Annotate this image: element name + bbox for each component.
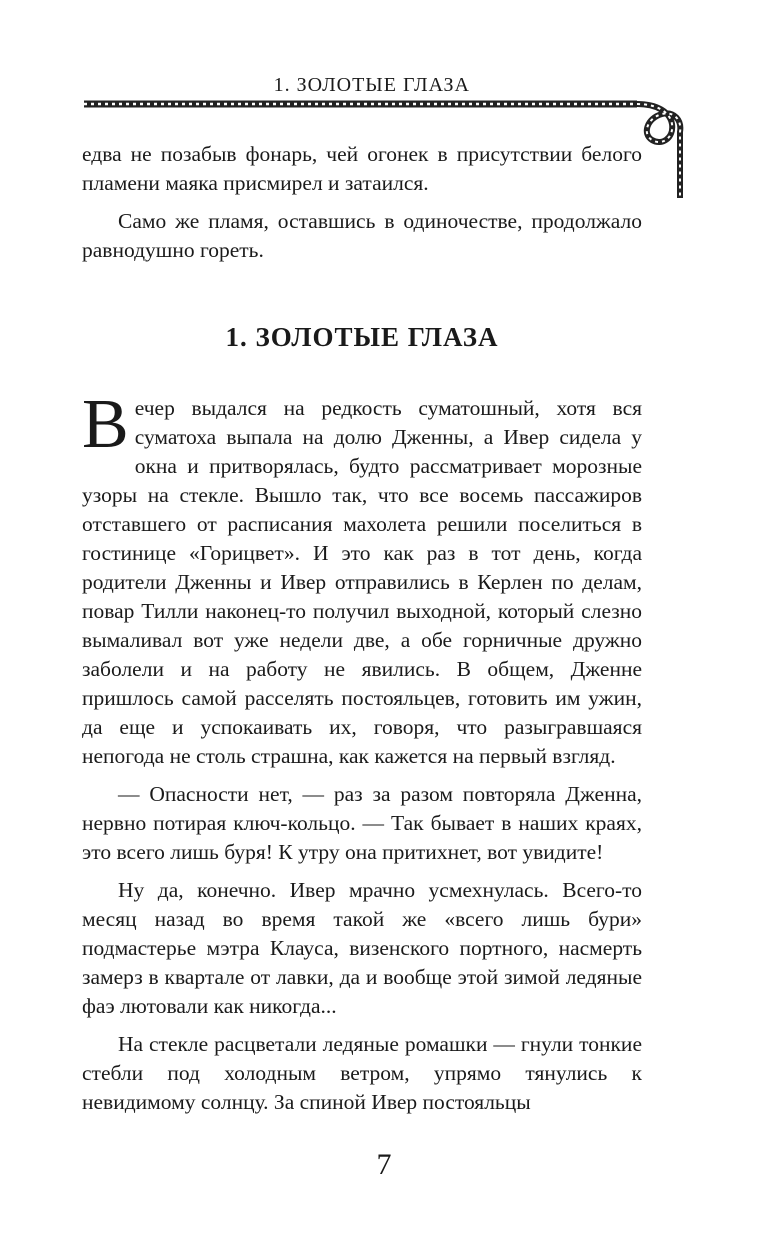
chapter-paragraph: Ну да, конечно. Ивер мрачно усмехнулась. Всего-то месяц назад во время такой же «всего лишь бури» подмастерье мэтра Клауса, визенского портного, насмерть замерз в квартале от лавки, да и вообще этой зимой ледяные фаэ лютовали как никогда... [82,878,642,1018]
chapter-paragraph: — Опасности нет, — раз за разом повторяла Дженна, нервно потирая ключ-кольцо. — Так бывает в наших краях, это всего лишь буря! К утру она притихнет, вот увидите! [82,782,642,864]
chapter-title: 1. ЗОЛОТЫЕ ГЛАЗА [225,322,499,352]
intro-text [82,140,642,265]
chapter-paragraph-text: ечер выдался на редкость суматошный, хотя вся суматоха выпала на долю Дженны, а Ивер сидела у окна и притворялась, будто рассматривает морозные узоры на стекле. Вышло так, что все восемь пассажиров отставшего от расписания махолета решили поселиться в гостинице «Горицвет». И это как раз в тот день, когда родители Дженны и Ивер отправились в Керлен по делам, повар Тилли наконец-то получил выходной, который слезно вымаливал вот уже недели две, а обе горничные дружно заболели и на работу не явились. В общем, Дженне пришлось самой расселять постояльцев, готовить им ужин, да еще и успокаивать их, говоря, что разыгравшаяся непогода не столь страшна, как кажется на первый взгляд. [82,396,642,768]
intro-paragraph: Само же пламя, оставшись в одиночестве, продолжало равнодушно гореть. [82,209,642,262]
page-number: 7 [376,1148,392,1181]
chapter-paragraph [82,386,642,771]
drop-cap: В [82,386,129,463]
chapter-paragraph: На стекле расцветали ледяные ромашки — гнули тонкие стебли под холодным ветром, упрямо тянулись к невидимому солнцу. За спиной Ивер постояльцы [82,1032,642,1114]
running-head: 1. ЗОЛОТЫЕ ГЛАЗА [273,74,470,96]
chapter-text [82,386,642,1117]
intro-paragraph: едва не позабыв фонарь, чей огонек в присутствии белого пламени маяка присмирел и затаился. [82,142,642,195]
